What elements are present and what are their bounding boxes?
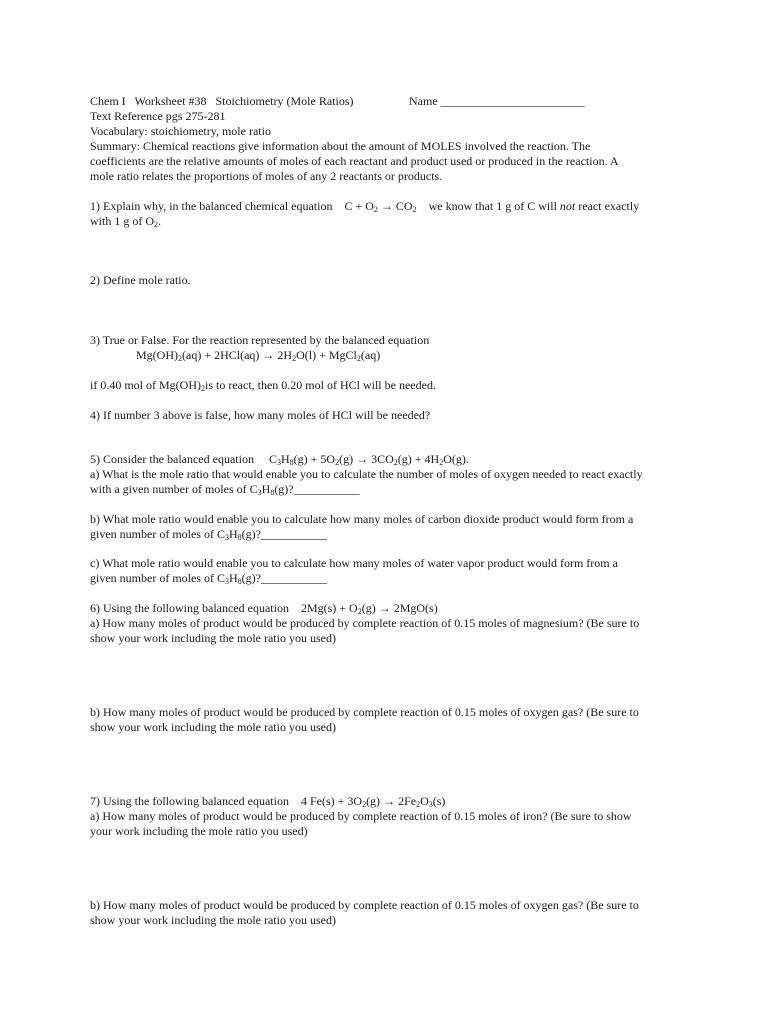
equation-q1: $C + O_2 \to CO_2$ [344, 199, 417, 214]
question-5a-line-2: with a given number of moles of $C_3H_8(g)?\_\_\_\_\_\_\_\_\_\_\_$ [90, 482, 360, 497]
equation-q6: $2Mg(s) + O_2(g) \to 2MgO(s)$ [300, 601, 438, 616]
question-7b-line-2: show your work including the mole ratio you used) [90, 913, 336, 927]
text-reference: Text Reference pgs 275-281 [90, 109, 226, 123]
summary-line-1: Summary: Chemical reactions give information about the amount of MOLES involved the reaction. The [90, 139, 591, 153]
answer-blank-5c[interactable]: ___________ [260, 571, 327, 585]
question-1-line-2: with 1 g of $O_2$. [90, 214, 161, 229]
question-7a-line-1: a) How many moles of product would be produced by complete reaction of 0.15 moles of iron? (Be sure to show [90, 809, 632, 823]
course-name: Chem I [90, 94, 126, 108]
reaction-arrow-icon: → [262, 348, 275, 362]
question-5-intro: 5) Consider the balanced equation $C_3H_8(g) + 5O_2(g) \to 3CO_2(g) + 4H_2O(g)$. [90, 452, 469, 467]
worksheet-title [90, 94, 353, 109]
question-5c-line-1: c) What mole ratio would enable you to calculate how many moles of water vapor product would form from a [90, 556, 618, 570]
summary-line-2: coefficients are the relative amounts of moles of each reactant and product used or produced in the reaction. A [90, 154, 619, 168]
question-3-line-1: 3) True or False. For the reaction represented by the balanced equation [90, 333, 430, 347]
question-7b-line-1: b) How many moles of product would be produced by complete reaction of 0.15 moles of oxygen gas? (Be sure to [90, 898, 639, 912]
reaction-arrow-icon: → [378, 601, 391, 615]
question-7a-line-2: your work including the mole ratio you used) [90, 824, 308, 838]
reaction-arrow-icon: → [356, 452, 369, 466]
reaction-arrow-icon: → [383, 794, 396, 808]
summary-line-3: mole ratio relates the proportions of moles of any 2 reactants or products. [90, 169, 443, 183]
worksheet-number: Worksheet #38 [134, 94, 207, 108]
question-3-condition: if 0.40 mol of $Mg(OH)_2is$ to react, then 0.20 mol of HCl will be needed. [90, 378, 436, 393]
question-6a-line-1: a) How many moles of product would be produced by complete reaction of 0.15 moles of magnesium? (Be sure to [90, 616, 640, 630]
reaction-arrow-icon: → [380, 199, 393, 213]
equation-q5: $C_3H_8(g) + 5O_2(g) \to 3CO_2(g) + 4H_2O(g)$. [268, 452, 469, 467]
question-5b-line-1: b) What mole ratio would enable you to calculate how many moles of carbon dioxide product would form from a [90, 512, 634, 526]
question-6b-line-1: b) How many moles of product would be produced by complete reaction of 0.15 moles of oxygen gas? (Be sure to [90, 705, 639, 719]
worksheet-topic: Stoichiometry (Mole Ratios) [215, 94, 354, 108]
answer-blank-5b[interactable]: ___________ [260, 527, 327, 541]
question-6-intro: 6) Using the following balanced equation $2Mg(s) + O_2(g) \to 2MgO(s)$ [90, 601, 438, 616]
question-3-equation: $Mg(OH)_2(aq) + 2HCl(aq) \to 2H_2O(l)$ + MgCl$_2$(aq) [136, 348, 381, 363]
question-6b-line-2: show your work including the mole ratio you used) [90, 720, 336, 734]
question-2: 2) Define mole ratio. [90, 273, 191, 287]
vocabulary: Vocabulary: stoichiometry, mole ratio [90, 124, 271, 138]
question-5b-line-2: given number of moles of $C_3H_8(g)?\_\_\_\_\_\_\_\_\_\_\_$ [90, 527, 327, 542]
equation-q7: 4 $Fe(s) + 3O_2(g) \to 2Fe_2O_3(s)$ [300, 794, 446, 809]
question-5a-line-1: a) What is the mole ratio that would enable you to calculate the number of moles of oxygen needed to react exactly [90, 467, 643, 481]
name-blank[interactable]: ________________________ [440, 94, 585, 108]
question-4: 4) If number 3 above is false, how many moles of HCl will be needed? [90, 408, 431, 422]
answer-blank-5a[interactable]: ___________ [293, 482, 360, 496]
question-5c-line-2: given number of moles of $C_3H_8(g)?\_\_\_\_\_\_\_\_\_\_\_$ [90, 571, 327, 586]
question-7-intro: 7) Using the following balanced equation 4 $Fe(s) + 3O_2(g) \to 2Fe_2O_3(s)$ [90, 794, 446, 809]
question-1-line-1: 1) Explain why, in the balanced chemical equation $C + O_2 \to CO_2$ we know that 1 g of C will not react exactly [90, 199, 640, 214]
question-6a-line-2: show your work including the mole ratio you used) [90, 631, 336, 645]
name-field[interactable] [409, 94, 585, 109]
name-label: Name [409, 94, 438, 108]
